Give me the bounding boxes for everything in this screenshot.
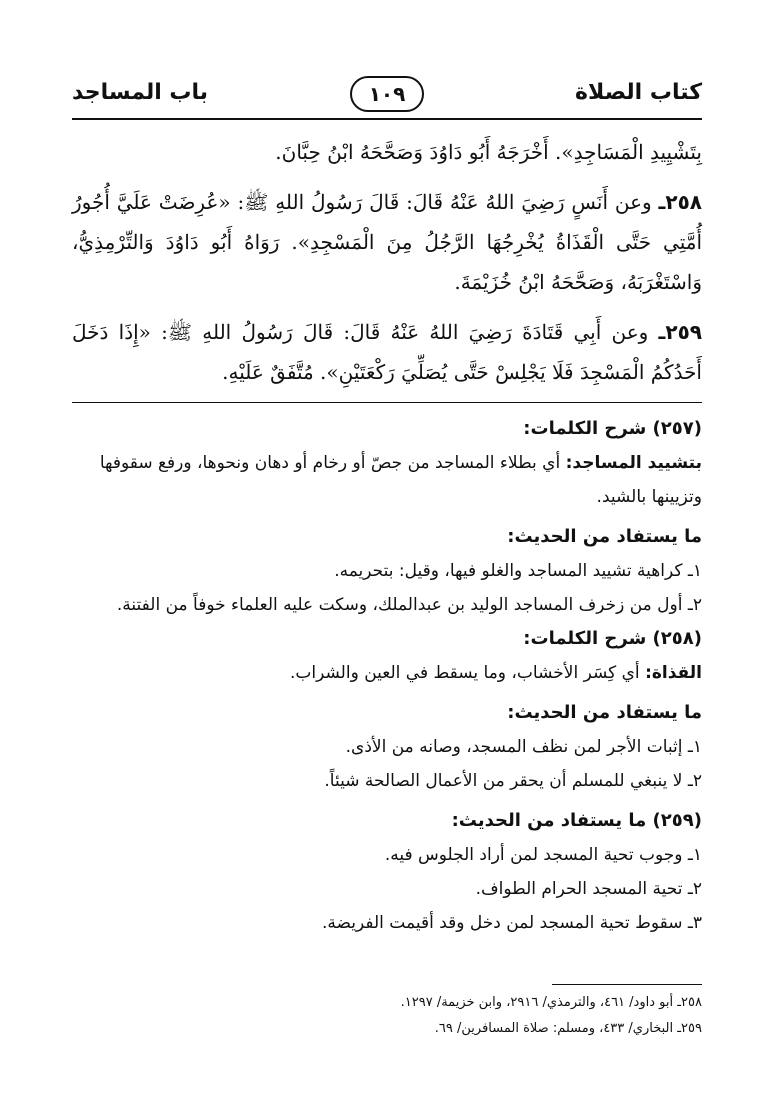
section-259-benefit-3: ٣ـ سقوط تحية المسجد لمن دخل وقد أقيمت الفريضة. xyxy=(322,913,702,933)
section-258-benefits-heading: ما يستفاد من الحديث: xyxy=(507,702,702,723)
section-258-definition xyxy=(72,656,702,690)
page-header xyxy=(72,76,702,116)
section-257-heading: (٢٥٧) شرح الكلمات: xyxy=(523,418,702,439)
footnote-258: ٢٥٨ـ أبو داود/ ٤٦١، والترمذي/ ٢٩١٦، وابن خزيمة/ ١٢٩٧. xyxy=(400,995,702,1010)
section-259-heading: (٢٥٩) ما يستفاد من الحديث: xyxy=(451,810,702,831)
hadith-258-text: وعن أَنَسٍ رَضِيَ اللهُ عَنْهُ قَالَ: قَالَ رَسُولُ اللهِ ﷺ: «عُرِضَتْ عَلَيَّ أُجُورُ أُمَّتِي حَتَّى الْقَذَاةُ يُخْرِجُهَا الرَّجُلُ مِنَ الْمَسْجِدِ». رَوَاهُ أَبُو دَاوُدَ وَالتِّرْمِذِيُّ، وَاسْتَغْرَبَهُ، وَصَحَّحَهُ ابْنُ خُزَيْمَةَ. xyxy=(72,190,702,294)
hadith-259-number: ٢٥٩ـ xyxy=(658,320,703,344)
hadith-259-text: وعن أَبِي قَتَادَةَ رَضِيَ اللهُ عَنْهُ قَالَ: قَالَ رَسُولُ اللهِ ﷺ: «إِذَا دَخَلَ أَحَدُكُمُ الْمَسْجِدَ فَلَا يَجْلِسْ حَتَّى يُصَلِّيَ رَكْعَتَيْنِ». مُتَّفَقٌ عَلَيْهِ. xyxy=(72,320,702,384)
section-258-benefit-2: ٢ـ لا ينبغي للمسلم أن يحقر من الأعمال الصالحة شيئاً. xyxy=(324,771,702,791)
footnotes xyxy=(72,990,702,1042)
section-258-def-text: أي كِسَر الأخشاب، وما يسقط في العين والشراب. xyxy=(290,663,646,683)
section-258-term: القذاة: xyxy=(645,663,702,683)
hadith-257-continuation xyxy=(72,132,702,172)
section-257-def-text: أي بطلاء المساجد من جصّ أو رخام أو دهان ونحوها، ورفع سقوفها وتزيينها بالشيد. xyxy=(99,453,702,507)
commentary-section xyxy=(72,412,702,940)
hadith-257-text: بِتَشْيِيدِ الْمَسَاجِدِ». أَخْرَجَهُ أَبُو دَاوُدَ وَصَحَّحَهُ ابْنُ حِبَّانَ. xyxy=(275,140,702,164)
section-257-definition xyxy=(72,446,702,514)
footnote-divider xyxy=(552,984,702,985)
section-259-benefit-1: ١ـ وجوب تحية المسجد لمن أراد الجلوس فيه. xyxy=(384,845,702,865)
section-257-benefit-1: ١ـ كراهية تشييد المساجد والغلو فيها، وقيل: بتحريمه. xyxy=(334,561,702,581)
hadith-text-block xyxy=(72,132,702,402)
section-257-benefits-heading: ما يستفاد من الحديث: xyxy=(507,526,702,547)
book-page xyxy=(72,0,702,1120)
section-258-benefit-1: ١ـ إثبات الأجر لمن نظف المسجد، وصانه من الأذى. xyxy=(345,737,702,757)
hadith-259 xyxy=(72,312,702,392)
hadith-258 xyxy=(72,182,702,302)
hadith-258-number: ٢٥٨ـ xyxy=(658,190,703,214)
section-259-benefit-2: ٢ـ تحية المسجد الحرام الطواف. xyxy=(475,879,702,899)
footnote-259: ٢٥٩ـ البخاري/ ٤٣٣، ومسلم: صلاة المسافرين/ ٦٩. xyxy=(434,1021,702,1036)
book-title: كتاب الصلاة xyxy=(575,80,702,105)
chapter-title: باب المساجد xyxy=(72,80,209,105)
commentary-divider xyxy=(72,402,702,403)
section-258-heading: (٢٥٨) شرح الكلمات: xyxy=(523,628,702,649)
header-divider xyxy=(72,118,702,120)
section-257-benefit-2: ٢ـ أول من زخرف المساجد الوليد بن عبدالملك، وسكت عليه العلماء خوفاً من الفتنة. xyxy=(116,595,702,615)
section-257-term: بتشييد المساجد: xyxy=(565,453,702,473)
page-number: ١٠٩ xyxy=(350,76,424,112)
